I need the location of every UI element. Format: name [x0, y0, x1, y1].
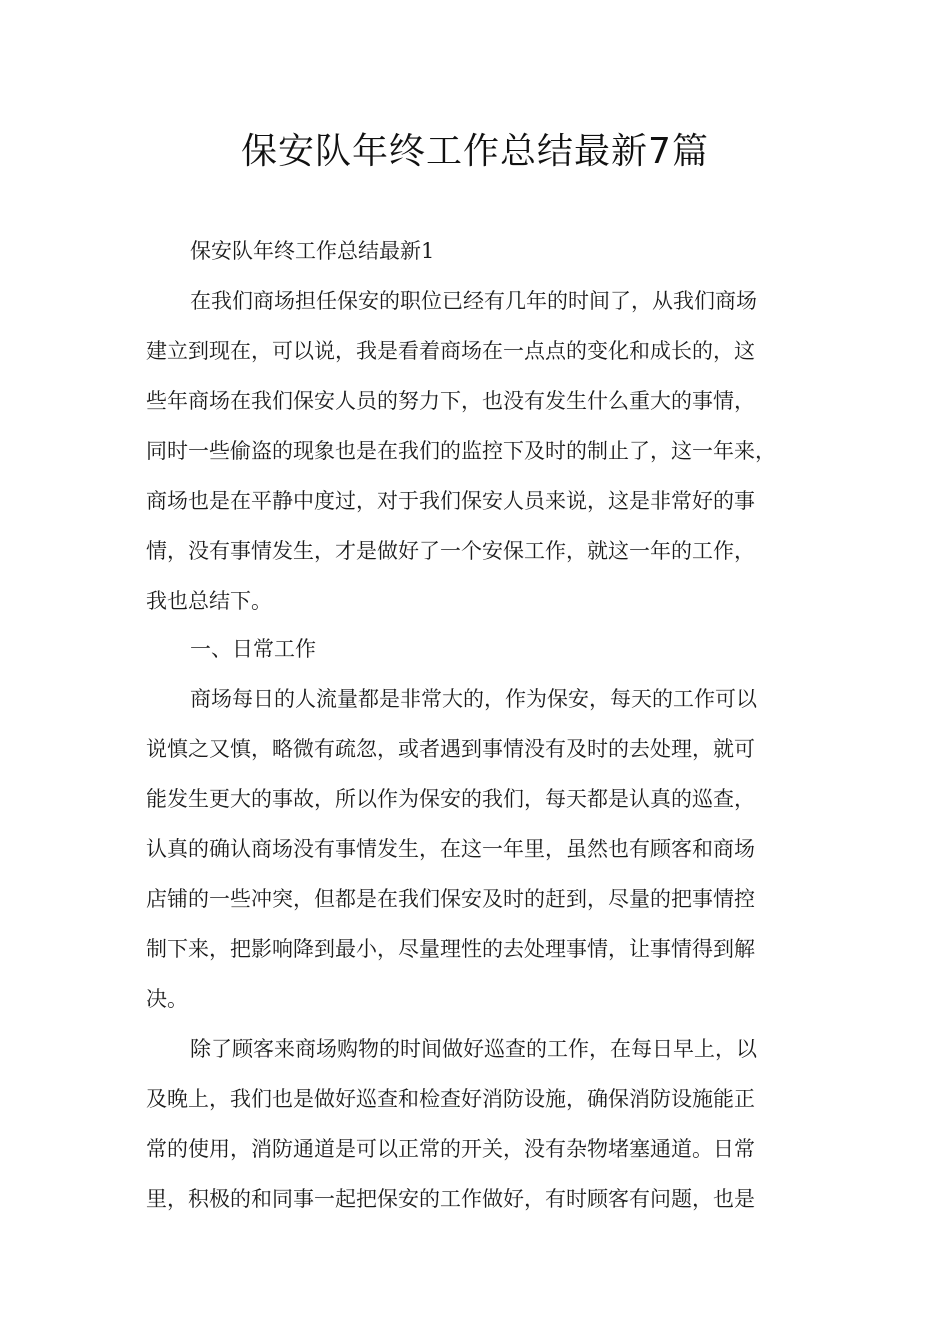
paragraph-line: 说慎之又慎，略微有疏忽，或者遇到事情没有及时的去处理，就可: [146, 737, 755, 761]
paragraph-line: 我也总结下。: [146, 589, 272, 613]
paragraph-line: 商场每日的人流量都是非常大的，作为保安，每天的工作可以: [190, 687, 757, 711]
paragraph-line: 情，没有事情发生，才是做好了一个安保工作，就这一年的工作，: [146, 539, 755, 563]
paragraph-line: 同时一些偷盗的现象也是在我们的监控下及时的制止了，这一年来，: [146, 439, 776, 463]
paragraph-line: 店铺的一些冲突，但都是在我们保安及时的赶到，尽量的把事情控: [146, 887, 755, 911]
paragraph-line: 能发生更大的事故，所以作为保安的我们，每天都是认真的巡查，: [146, 787, 755, 811]
document-title: 保安队年终工作总结最新7篇: [241, 131, 709, 172]
paragraph-line: 里，积极的和同事一起把保安的工作做好，有时顾客有问题，也是: [146, 1187, 755, 1211]
paragraph-line: 些年商场在我们保安人员的努力下，也没有发生什么重大的事情，: [146, 389, 755, 413]
paragraph-line: 商场也是在平静中度过，对于我们保安人员来说，这是非常好的事: [146, 489, 755, 513]
paragraph-line: 在我们商场担任保安的职位已经有几年的时间了，从我们商场: [190, 289, 757, 313]
paragraph-line: 认真的确认商场没有事情发生，在这一年里，虽然也有顾客和商场: [146, 837, 755, 861]
paragraph-line: 制下来，把影响降到最小，尽量理性的去处理事情，让事情得到解: [146, 937, 755, 961]
paragraph-line: 建立到现在，可以说，我是看着商场在一点点的变化和成长的，这: [146, 339, 755, 363]
subsection-heading: 一、日常工作: [190, 637, 316, 661]
paragraph-line: 常的使用，消防通道是可以正常的开关，没有杂物堵塞通道。日常: [146, 1137, 755, 1161]
paragraph-line: 除了顾客来商场购物的时间做好巡查的工作，在每日早上，以: [190, 1037, 757, 1061]
paragraph-line: 决。: [146, 987, 188, 1011]
paragraph-line: 及晚上，我们也是做好巡查和检查好消防设施，确保消防设施能正: [146, 1087, 755, 1111]
section-heading: 保安队年终工作总结最新1: [190, 239, 435, 263]
